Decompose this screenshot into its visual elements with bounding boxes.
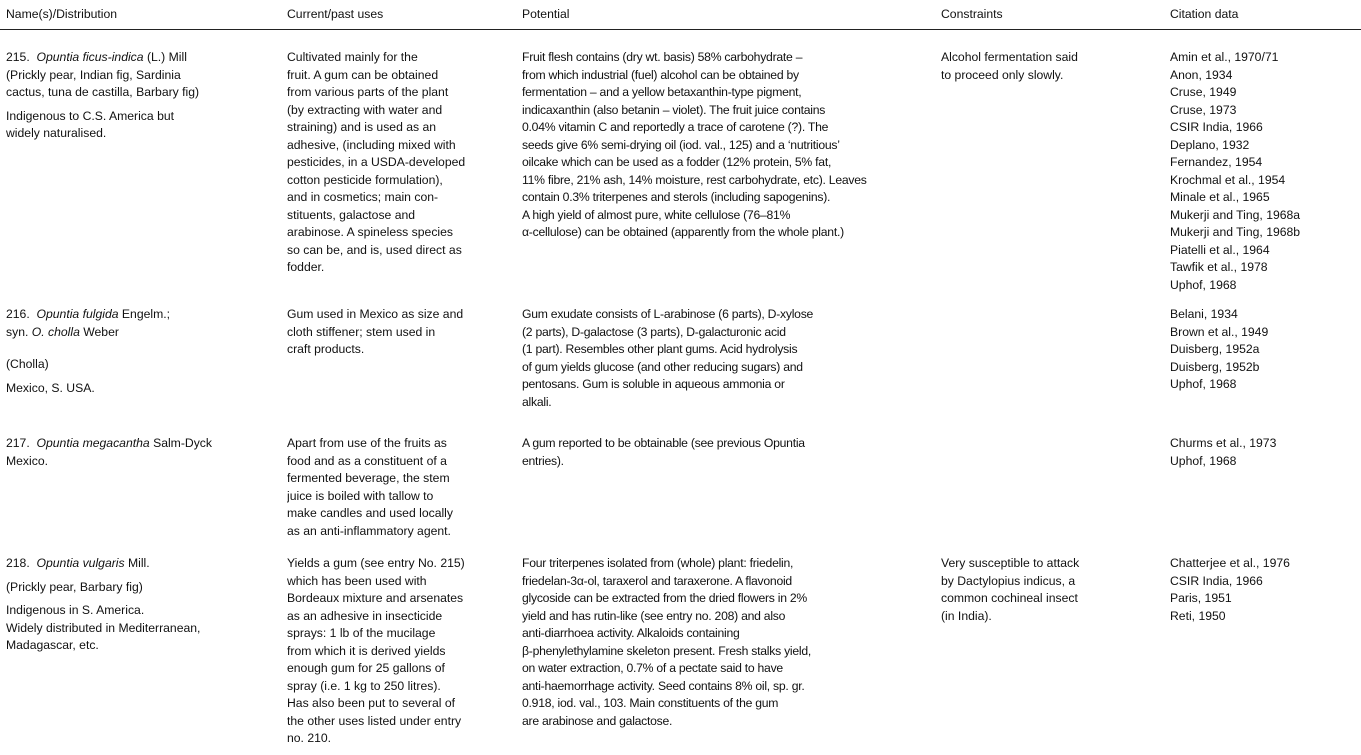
citations-line: Uphof, 1968 [1170, 277, 1237, 292]
entry-number: 215. [6, 50, 30, 64]
citations-line: Uphof, 1968 [1170, 377, 1237, 391]
synonym-prefix: syn. [6, 324, 29, 339]
citations-line: Reti, 1950 [1170, 608, 1226, 623]
constraints-cell [941, 555, 1163, 625]
common-names: (Cholla) [6, 357, 49, 371]
uses-line: Yields a gum (see entry No. 215) [287, 556, 465, 570]
distribution: Mexico, S. USA. [6, 380, 95, 395]
citations-cell [1170, 306, 1358, 394]
citations-cell [1170, 555, 1358, 625]
species-line [6, 555, 276, 573]
potential-line: α-cellulose) can be obtained (apparently from the whole plant.) [522, 225, 844, 239]
uses-line: Apart from use of the fruits as [287, 436, 447, 450]
common-names: (Prickly pear, Indian fig, Sardinia [6, 67, 181, 82]
potential-line: yield and has rutin-like (see entry no. 208) and also [522, 608, 786, 623]
distribution: Madagascar, etc. [6, 638, 99, 652]
citations-line: Deplano, 1932 [1170, 137, 1250, 152]
uses-line: arabinose. A spineless species [287, 225, 453, 239]
uses-line: from various parts of the plant [287, 85, 449, 99]
potential-line: Fruit flesh contains (dry wt. basis) 58% carbohydrate – [522, 50, 803, 64]
potential-line: A high yield of almost pure, white cellulose (76–81% [522, 207, 791, 222]
potential-line: on water extraction, 0.7% of a pectate said to have [522, 661, 783, 675]
uses-line: sprays: 1 lb of the mucilage [287, 626, 436, 640]
potential-cell [522, 306, 937, 411]
citations-line: Fernandez, 1954 [1170, 155, 1263, 169]
uses-line: pesticides, in a USDA-developed [287, 155, 466, 169]
uses-line: and in cosmetics; main con- [287, 190, 439, 204]
uses-cell [287, 555, 515, 748]
potential-line: oilcake which can be used as a fodder (12% protein, 5% fat, [522, 155, 832, 169]
constraints-line: (in India). [941, 608, 992, 623]
citations-line: Piatelli et al., 1964 [1170, 242, 1270, 257]
potential-line: A gum reported to be obtainable (see previous Opuntia [522, 436, 805, 450]
uses-line: fermented beverage, the stem [287, 471, 450, 485]
potential-line: of gum yields glucose (and other reducing sugars) and [522, 359, 803, 374]
name-cell [6, 435, 276, 470]
potential-line: seeds give 6% semi-drying oil (iod. val., 125) and a ‘nutritious’ [522, 137, 840, 152]
potential-line: indicaxanthin (also betanin – violet). The fruit juice contains [522, 102, 826, 117]
potential-line: 11% fibre, 21% ash, 14% moisture, rest carbohydrate, etc). Leaves [522, 172, 867, 187]
uses-line: Has also been put to several of [287, 696, 456, 710]
citations-cell [1170, 435, 1358, 470]
potential-cell [522, 555, 937, 730]
citations-line: CSIR India, 1966 [1170, 120, 1263, 134]
name-cell [6, 49, 276, 143]
species-name: Opuntia ficus-indica [36, 50, 144, 64]
potential-line: contain 0.3% triterpenes and sterols (including sapogenins). [522, 190, 831, 204]
common-names: cactus, tuna de castilla, Barbary fig) [6, 85, 200, 99]
uses-line: Gum used in Mexico as size and [287, 307, 464, 321]
uses-line: no. 210. [287, 731, 332, 745]
citations-line: Minale et al., 1965 [1170, 190, 1270, 204]
citations-line: Chatterjee et al., 1976 [1170, 556, 1290, 570]
distribution: Indigenous in S. America. [6, 603, 145, 617]
potential-line: friedelan-3α-ol, taraxerol and taraxerone. A flavonoid [522, 573, 792, 588]
potential-line: Gum exudate consists of L-arabinose (6 parts), D-xylose [522, 307, 814, 321]
species-authority: Engelm.; [121, 307, 171, 321]
potential-line: from which industrial (fuel) alcohol can be obtained by [522, 67, 799, 82]
column-header-citation: Citation data [1170, 7, 1239, 21]
citations-line: Mukerji and Ting, 1968a [1170, 207, 1301, 222]
species-name: Opuntia vulgaris [36, 556, 125, 570]
constraints-line: Very susceptible to attack [941, 556, 1080, 570]
uses-line: as an adhesive in insecticide [287, 608, 443, 623]
synonym-authority: Weber [83, 324, 119, 339]
potential-line: are arabinose and galactose. [522, 713, 673, 728]
potential-line: (1 part). Resembles other plant gums. Acid hydrolysis [522, 342, 798, 356]
column-header-uses: Current/past uses [287, 7, 384, 21]
distribution: Indigenous to C.S. America but [6, 108, 175, 123]
uses-line: Cultivated mainly for the [287, 50, 418, 64]
citations-line: Belani, 1934 [1170, 307, 1238, 321]
potential-line: pentosans. Gum is soluble in aqueous ammonia or [522, 377, 785, 391]
species-line [6, 435, 276, 453]
synonym-line [6, 324, 276, 342]
constraints-cell [941, 49, 1163, 84]
uses-line: (by extracting with water and [287, 102, 443, 117]
entry-number: 218. [6, 556, 30, 570]
potential-cell [522, 49, 937, 242]
citations-line: Tawfik et al., 1978 [1170, 260, 1268, 274]
species-line [6, 49, 276, 67]
potential-line: anti-haemorrhage activity. Seed contains 8% oil, sp. gr. [522, 678, 805, 693]
uses-line: spray (i.e. 1 kg to 250 litres). [287, 678, 441, 693]
uses-line: craft products. [287, 342, 365, 356]
uses-line: adhesive, (including mixed with [287, 137, 456, 152]
uses-line: fruit. A gum can be obtained [287, 67, 439, 82]
header-rule [0, 29, 1361, 30]
distribution: widely naturalised. [6, 126, 107, 140]
citations-line: Duisberg, 1952b [1170, 359, 1260, 374]
citations-cell [1170, 49, 1358, 294]
citations-line: Brown et al., 1949 [1170, 324, 1269, 339]
citations-line: Churms et al., 1973 [1170, 436, 1277, 450]
species-authority: Salm-Dyck [153, 436, 212, 450]
uses-line: enough gum for 25 gallons of [287, 661, 445, 675]
entry-number: 217. [6, 436, 30, 450]
common-names: (Prickly pear, Barbary fig) [6, 579, 143, 594]
citations-line: Paris, 1951 [1170, 591, 1232, 605]
uses-line: from which it is derived yields [287, 643, 446, 658]
uses-line: which has been used with [287, 573, 427, 588]
citations-line: Anon, 1934 [1170, 67, 1233, 82]
uses-line: food and as a constituent of a [287, 453, 447, 468]
citations-line: Krochmal et al., 1954 [1170, 172, 1286, 187]
citations-line: Uphof, 1968 [1170, 453, 1237, 468]
species-name: Opuntia megacantha [36, 436, 150, 450]
uses-line: Bordeaux mixture and arsenates [287, 591, 464, 605]
potential-line: anti-diarrhoea activity. Alkaloids containing [522, 626, 740, 640]
uses-cell [287, 306, 515, 359]
entry-number: 216. [6, 307, 30, 321]
constraints-line: to proceed only slowly. [941, 67, 1064, 82]
citations-line: Mukerji and Ting, 1968b [1170, 225, 1301, 239]
uses-line: as an anti-inflammatory agent. [287, 523, 451, 538]
potential-line: glycoside can be extracted from the dried flowers in 2% [522, 591, 807, 605]
column-header-name: Name(s)/Distribution [6, 7, 118, 21]
constraints-line: Alcohol fermentation said [941, 50, 1078, 64]
potential-line: entries). [522, 453, 564, 468]
uses-line: the other uses listed under entry [287, 713, 462, 728]
uses-line: stituents, galactose and [287, 207, 416, 222]
uses-cell [287, 435, 515, 540]
uses-line: cotton pesticide formulation), [287, 172, 443, 187]
species-authority: Mill. [127, 556, 150, 570]
species-authority: (L.) Mill [146, 50, 187, 64]
uses-cell [287, 49, 515, 277]
uses-line: juice is boiled with tallow to [287, 488, 434, 503]
name-cell [6, 555, 276, 655]
constraints-line: common cochineal insect [941, 591, 1078, 605]
potential-line: β-phenylethylamine skeleton present. Fresh stalks yield, [522, 643, 812, 658]
constraints-line: by Dactylopius indicus, a [941, 573, 1076, 588]
potential-line: 0.918, iod. val., 103. Main constituents of the gum [522, 696, 779, 710]
citations-line: Cruse, 1949 [1170, 85, 1237, 99]
potential-line: (2 parts), D-galactose (3 parts), D-galacturonic acid [522, 324, 786, 339]
species-line [6, 306, 276, 324]
potential-line: fermentation – and a yellow betaxanthin-type pigment, [522, 85, 802, 99]
uses-line: cloth stiffener; stem used in [287, 324, 436, 339]
distribution: Widely distributed in Mediterranean, [6, 620, 201, 635]
citations-line: Cruse, 1973 [1170, 102, 1237, 117]
species-name: Opuntia fulgida [36, 307, 119, 321]
uses-line: so can be, and is, used direct as [287, 242, 462, 257]
potential-line: alkali. [522, 394, 552, 409]
citations-line: Duisberg, 1952a [1170, 342, 1260, 356]
synonym-name: O. cholla [31, 324, 80, 339]
potential-line: Four triterpenes isolated from (whole) plant: friedelin, [522, 556, 794, 570]
uses-line: fodder. [287, 260, 325, 274]
citations-line: CSIR India, 1966 [1170, 573, 1263, 588]
citations-line: Amin et al., 1970/71 [1170, 50, 1279, 64]
column-header-potential: Potential [522, 7, 570, 21]
uses-line: make candles and used locally [287, 506, 453, 520]
potential-line: 0.04% vitamin C and reportedly a trace of carotene (?). The [522, 120, 829, 134]
potential-cell [522, 435, 937, 470]
name-cell [6, 306, 276, 397]
distribution: Mexico. [6, 453, 48, 468]
column-header-constraints: Constraints [941, 7, 1003, 21]
uses-line: straining) and is used as an [287, 120, 437, 134]
